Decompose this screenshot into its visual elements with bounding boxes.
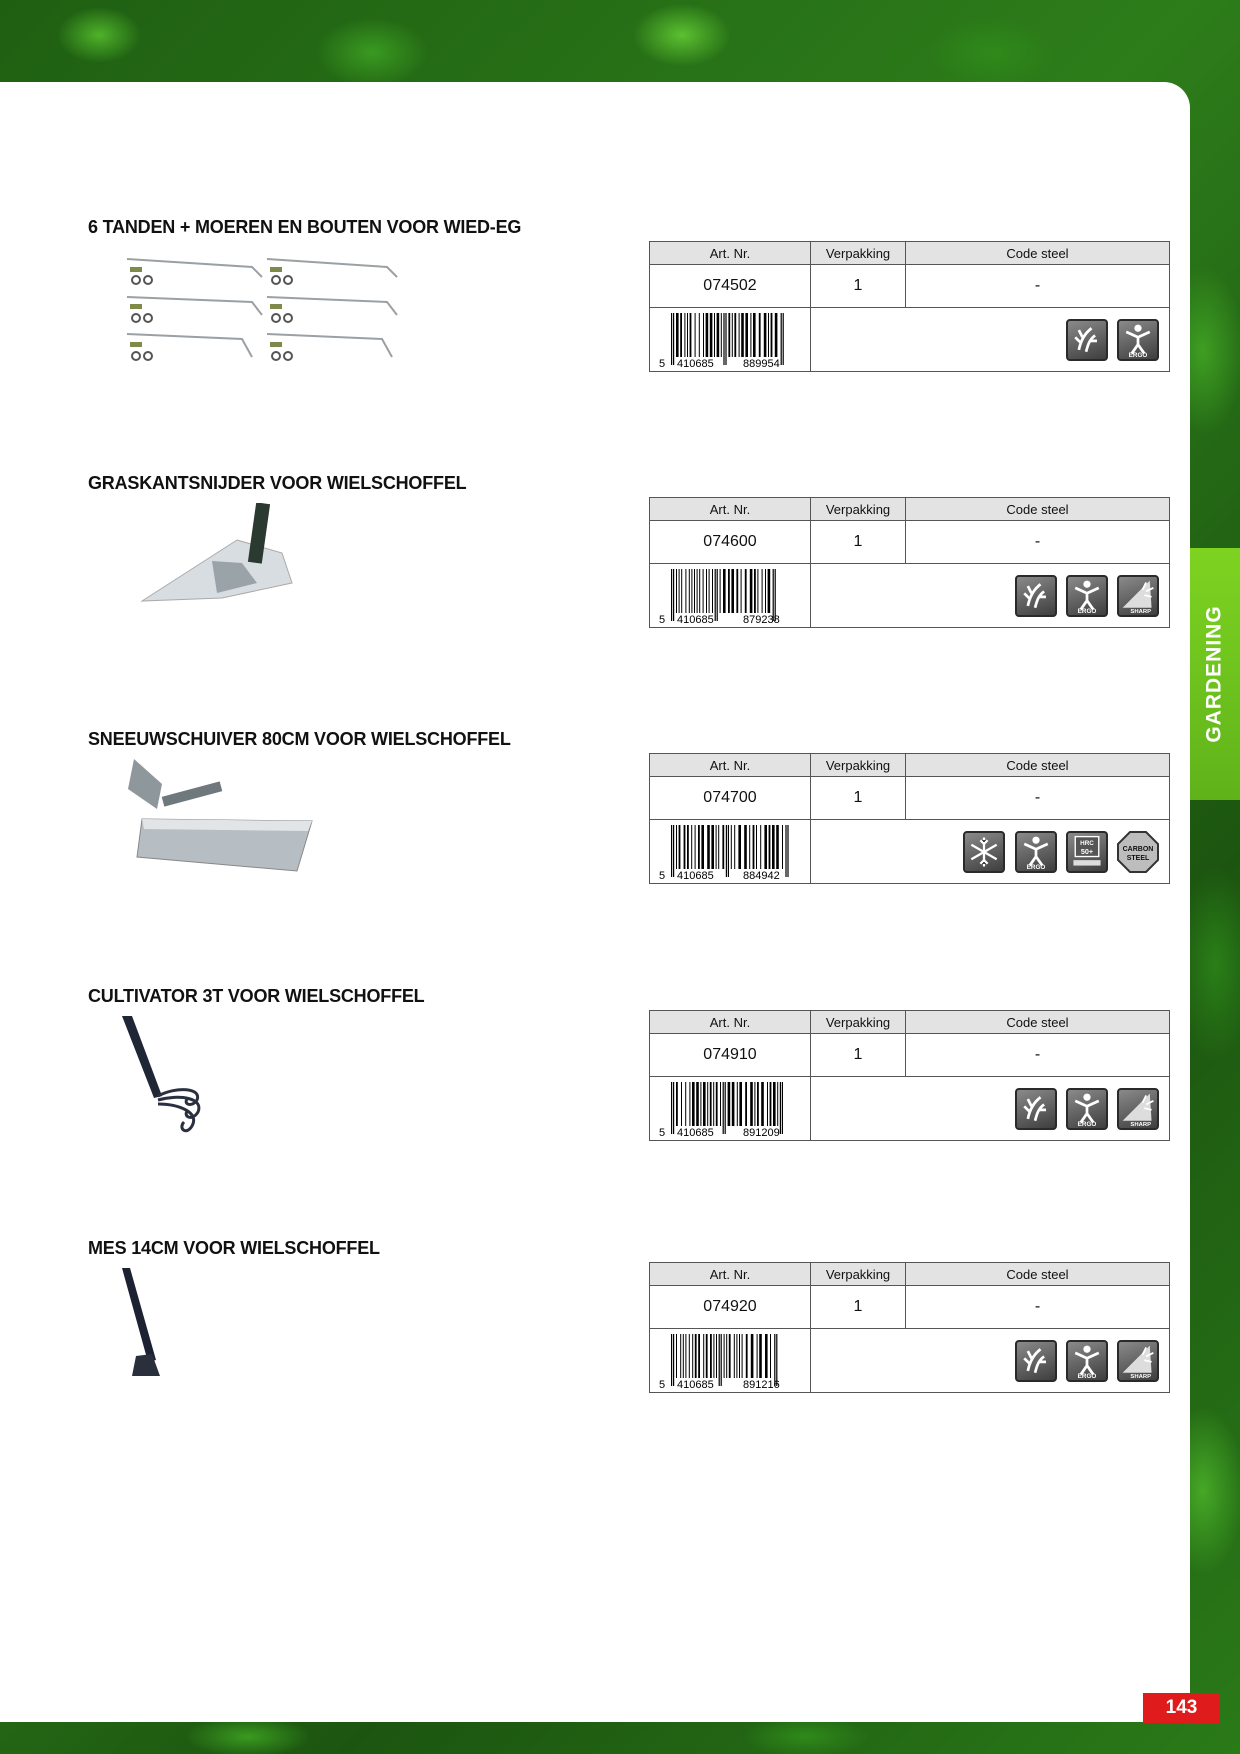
barcode-bar [680,1334,681,1378]
ergo-icon [1015,831,1057,873]
header-code-steel: Code steel [906,1011,1170,1034]
barcode-bar [706,569,707,613]
barcode-bar [710,1082,712,1126]
barcode-bar [676,569,677,613]
product-image-snow-shovel [122,759,452,884]
barcode-bar [689,1334,690,1378]
ergo-label: ERGO [1026,863,1045,871]
side-tab-gardening[interactable] [1190,548,1240,800]
verpakking-value: 1 [811,265,906,308]
ergo-icon [1066,575,1108,617]
barcode-bar [692,1082,695,1126]
product-table [649,497,1170,628]
barcode-bar [739,1334,740,1378]
barcode-bar [720,1082,721,1126]
barcode-digits-right: 889954 [743,357,780,369]
product-block [88,986,1170,1166]
product-block [88,729,1170,909]
barcode-bar [744,825,747,869]
barcode-guard-bar [673,569,674,621]
carbon-steel-icon [1117,831,1159,873]
barcode-bar [764,825,767,869]
barcode-bar [729,1334,731,1378]
barcode-bar [757,1082,759,1126]
barcode-bar [760,825,761,869]
product-image-blade [122,1268,452,1393]
barcode-bar [712,569,713,613]
barcode-bar [739,1082,742,1126]
barcode-bar [676,313,679,357]
barcode-guard-bar [783,313,784,365]
art-nr-value: 074910 [650,1034,811,1077]
barcode-bar [717,313,720,357]
barcode-bar [699,313,700,357]
barcode-guard-bar [673,313,674,365]
barcode-bar [776,825,779,869]
barcode-bar [687,313,688,357]
barcode-bar [679,825,681,869]
carbon-label-top: CARBON [1122,845,1154,853]
barcode-cell [650,308,811,372]
product-image-edger [122,503,452,628]
barcode-guard-bar [780,1082,781,1134]
barcode-cell [650,1077,811,1141]
barcode-guard-bar [671,313,672,365]
barcode [655,1080,805,1138]
barcode-bar [695,1334,697,1378]
barcode-bar [750,569,753,613]
barcode-bar [772,825,775,869]
barcode-bar [694,569,695,613]
barcode-digits-left: 410685 [677,613,714,625]
barcode-bar [777,1082,778,1126]
barcode-bar [749,825,750,869]
barcode-bar [770,1082,772,1126]
code-steel-value: - [906,1034,1170,1077]
barcode-digits-left: 410685 [677,357,714,369]
barcode-bar [722,825,724,869]
barcode-guard-bar [721,1334,722,1386]
feature-icons [811,1329,1170,1393]
barcode-digit-first: 5 [659,613,666,625]
barcode-guard-bar [715,569,716,621]
barcode-bar [691,825,692,869]
barcode-bar [736,569,738,613]
art-nr-value: 074920 [650,1286,811,1329]
barcode-bar [746,1334,748,1378]
barcode [655,311,805,369]
barcode-digit-first: 5 [659,1378,666,1390]
barcode-bar [769,825,771,869]
header-verpakking: Verpakking [811,1263,906,1286]
barcode-digits-right: 879238 [743,613,780,625]
header-code-steel: Code steel [906,754,1170,777]
barcode-bar [703,1082,706,1126]
barcode-bar [761,1082,764,1126]
code-steel-value: - [906,777,1170,820]
barcode-bar [768,313,769,357]
product-table [649,1010,1170,1141]
carbon-label-bottom: STEEL [1126,854,1150,862]
barcode-bar [713,1082,714,1126]
barcode-bar [681,569,682,613]
barcode-bar [742,1334,743,1378]
barcode-bar [738,825,741,869]
code-steel-value: - [906,265,1170,308]
barcode-bar [762,569,763,613]
barcode-bar [775,313,778,357]
barcode-bar [757,569,758,613]
barcode-digit-first: 5 [659,1126,666,1138]
barcode-cell [650,1329,811,1393]
barcode-bar [703,569,704,613]
barcode-guard-bar [782,1082,783,1134]
barcode-digits-left: 410685 [677,1126,714,1138]
barcode-bar [728,1082,731,1126]
header-art-nr: Art. Nr. [650,1263,811,1286]
verpakking-value: 1 [811,521,906,564]
barcode-bar [676,825,677,869]
barcode-digits-left: 410685 [677,869,714,881]
barcode-bar [687,825,689,869]
product-block [88,1238,1170,1418]
product-table [649,241,1170,372]
barcode-bar [732,313,733,357]
header-verpakking: Verpakking [811,242,906,265]
header-code-steel: Code steel [906,1263,1170,1286]
barcode-bar [764,313,767,357]
barcode-bar [734,1334,735,1378]
ergo-label: ERGO [1077,607,1097,615]
barcode-guard-bar [726,825,727,877]
barcode-bar [683,1334,684,1378]
barcode-guard-bar [671,825,672,877]
barcode-guard-bar [723,313,724,365]
barcode-bar [739,313,740,357]
barcode-bar [685,1334,686,1378]
product-image-cultivator [122,1016,452,1141]
product-table [649,753,1170,884]
feature-icons [811,820,1170,884]
barcode-bar [684,313,685,357]
barcode-bar [767,1082,768,1126]
sharp-icon [1117,575,1159,617]
barcode-bar [745,569,747,613]
barcode-cell [650,564,811,628]
barcode-guard-bar [787,825,788,877]
barcode-guard-bar [725,313,726,365]
hrc-label-bottom: 50+ [1080,846,1093,856]
header-art-nr: Art. Nr. [650,498,811,521]
barcode-bar [703,313,704,357]
hrc-icon [1066,831,1108,873]
weed-icon [1066,319,1108,361]
barcode-bar [716,1334,717,1378]
weed-icon [1015,1088,1057,1130]
barcode-bar [731,825,732,869]
barcode-bar [706,313,709,357]
barcode-bar [689,569,690,613]
barcode-bar [684,825,686,869]
barcode-bar [701,825,704,869]
header-code-steel: Code steel [906,242,1170,265]
feature-icons [811,308,1170,372]
barcode-bar [716,825,717,869]
barcode-bar [736,1334,737,1378]
barcode-bar [703,1334,704,1378]
barcode-bar [759,313,761,357]
barcode-bar [768,569,771,613]
barcode-bar [698,1334,700,1378]
barcode-bar [756,825,757,869]
barcode-bar [676,1334,677,1378]
hrc-label-top: HRC [1079,839,1094,847]
barcode-guard-bar [671,1334,672,1386]
barcode-bar [695,313,696,357]
barcode [655,1332,805,1390]
barcode-guard-bar [725,1082,726,1134]
side-tab-label: GARDENING [1203,605,1226,743]
barcode-bar [751,1334,754,1378]
art-nr-value: 074600 [650,521,811,564]
barcode-bar [690,313,692,357]
barcode-bar [706,1334,708,1378]
barcode-bar [720,569,721,613]
sharp-label: SHARP [1130,608,1152,615]
barcode [655,567,805,625]
art-nr-value: 074700 [650,777,811,820]
barcode-bar [691,569,692,613]
barcode-bar [711,825,714,869]
product-title: 6 TANDEN + MOEREN EN BOUTEN VOOR WIED-EG [88,217,522,237]
barcode-bar [753,313,756,357]
product-title: SNEEUWSCHUIVER 80CM VOOR WIELSCHOFFEL [88,729,511,749]
product-table [649,1262,1170,1393]
barcode-digit-first: 5 [659,869,666,881]
verpakking-value: 1 [811,1034,906,1077]
barcode-digits-left: 410685 [677,1378,714,1390]
product-title: CULTIVATOR 3T VOOR WIELSCHOFFEL [88,986,425,1006]
sharp-label: SHARP [1130,1121,1152,1128]
barcode-bar [737,1082,738,1126]
header-verpakking: Verpakking [811,498,906,521]
ergo-icon [1117,319,1159,361]
barcode-bar [700,1082,701,1126]
verpakking-value: 1 [811,1286,906,1329]
barcode-guard-bar [723,1082,724,1134]
barcode-bar [773,1082,776,1126]
verpakking-value: 1 [811,777,906,820]
barcode-guard-bar [785,825,786,877]
ergo-label: ERGO [1077,1120,1097,1128]
barcode-bar [724,1334,725,1378]
weed-icon [1015,1340,1057,1382]
code-steel-value: - [906,1286,1170,1329]
product-title: GRASKANTSNIJDER VOOR WIELSCHOFFEL [88,473,467,493]
sharp-label: SHARP [1130,1373,1152,1380]
barcode-bar [753,825,755,869]
barcode-bar [750,1082,753,1126]
barcode-bar [721,313,722,357]
barcode-bar [770,1334,771,1378]
barcode-bar [685,1082,686,1126]
weed-icon [1015,575,1057,617]
barcode-guard-bar [673,1334,674,1386]
header-art-nr: Art. Nr. [650,754,811,777]
art-nr-value: 074502 [650,265,811,308]
barcode-bar [731,569,734,613]
page-number: 143 [1143,1693,1220,1723]
barcode-guard-bar [673,1082,674,1134]
feature-icons [811,1077,1170,1141]
barcode-bar [757,1334,758,1378]
barcode-bar [710,1334,712,1378]
barcode-bar [689,1082,690,1126]
barcode-bar [723,569,726,613]
header-verpakking: Verpakking [811,754,906,777]
header-art-nr: Art. Nr. [650,1011,811,1034]
barcode-bar [697,569,698,613]
barcode-bar [765,1334,768,1378]
barcode-bar [707,1082,708,1126]
barcode-bar [710,313,713,357]
barcode-bar [728,313,730,357]
barcode-bar [741,569,742,613]
barcode-bar [745,313,748,357]
barcode-bar [782,825,783,869]
barcode-digits-right: 891209 [743,1126,780,1138]
barcode-bar [718,825,719,869]
snowflake-icon [963,831,1005,873]
barcode-bar [680,313,682,357]
barcode-bar [741,313,744,357]
barcode-bar [745,1082,747,1126]
barcode-bar [771,313,773,357]
barcode-bar [754,1082,755,1126]
ergo-label: ERGO [1077,1372,1097,1380]
barcode-guard-bar [719,1334,720,1386]
barcode-bar [726,1334,727,1378]
barcode-bar [698,825,700,869]
ergo-icon [1066,1340,1108,1382]
barcode-bar [765,569,766,613]
barcode-bar [679,569,680,613]
barcode-bar [709,569,710,613]
sharp-icon [1117,1340,1159,1382]
barcode-bar [759,1334,762,1378]
ergo-icon [1066,1088,1108,1130]
barcode-digits-right: 891216 [743,1378,780,1390]
barcode-bar [716,1082,718,1126]
barcode-bar [692,1334,693,1378]
barcode-digits-right: 884942 [743,869,780,881]
header-verpakking: Verpakking [811,1011,906,1034]
barcode-bar [699,569,700,613]
barcode-bar [754,569,756,613]
barcode-bar [685,569,686,613]
barcode-bar [750,313,751,357]
product-block [88,473,1170,653]
header-code-steel: Code steel [906,498,1170,521]
barcode-guard-bar [671,1082,672,1134]
barcode-bar [728,569,730,613]
feature-icons [811,564,1170,628]
barcode-guard-bar [781,313,782,365]
barcode-bar [732,1082,735,1126]
ergo-label: ERGO [1128,351,1148,359]
barcode-bar [696,1082,699,1126]
barcode-digit-first: 5 [659,357,666,369]
barcode [655,823,805,881]
barcode-bar [734,313,736,357]
barcode-bar [707,825,710,869]
barcode-cell [650,820,811,884]
barcode-bar [681,1082,682,1126]
barcode-bar [713,1334,714,1378]
barcode-bar [714,313,715,357]
barcode-bar [676,1082,678,1126]
barcode-guard-bar [717,569,718,621]
product-title: MES 14CM VOOR WIELSCHOFFEL [88,1238,380,1258]
product-image-tines [122,247,452,372]
header-art-nr: Art. Nr. [650,242,811,265]
barcode-guard-bar [671,569,672,621]
sharp-icon [1117,1088,1159,1130]
code-steel-value: - [906,521,1170,564]
barcode-guard-bar [673,825,674,877]
product-block [88,217,1170,397]
barcode-bar [734,825,735,869]
barcode-bar [695,825,696,869]
barcode-guard-bar [728,825,729,877]
